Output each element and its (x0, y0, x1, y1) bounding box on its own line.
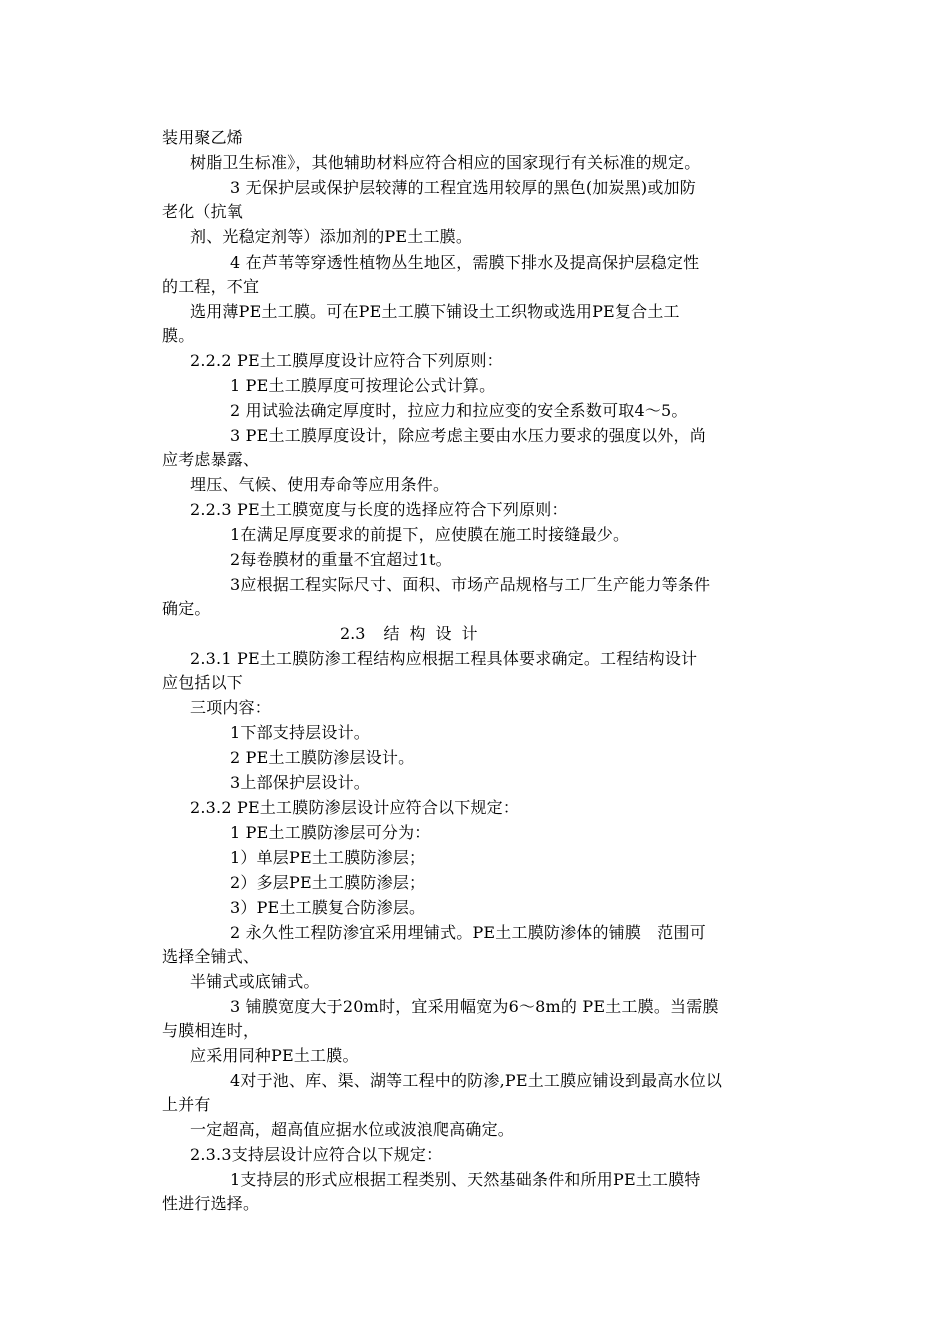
text-line: 1 PE土工膜防渗层可分为： (230, 823, 431, 842)
clause-heading: 2.2.3 PE土工膜宽度与长度的选择应符合下列原则： (190, 500, 568, 519)
text-line: 一定超高，超高值应据水位或波浪爬高确定。 (190, 1120, 515, 1139)
text-line: 4对于池、库、渠、湖等工程中的防渗,PE土工膜应铺设到最高水位以 (230, 1071, 723, 1090)
text-line: 1 PE土工膜厚度可按理论公式计算。 (230, 376, 496, 395)
section-title: 结构设计 (383, 624, 488, 643)
text-line: 确定。 (162, 599, 211, 618)
text-line: 性进行选择。 (162, 1194, 260, 1213)
text-line: 2 PE土工膜防渗层设计。 (230, 748, 415, 767)
clause-heading: 2.3.2 PE土工膜防渗层设计应符合以下规定： (190, 798, 520, 817)
text-line: 2每卷膜材的重量不宜超过1t。 (230, 550, 452, 569)
text-line: 装用聚乙烯 (162, 128, 244, 147)
text-line: 1）单层PE土工膜防渗层； (230, 848, 426, 867)
text-line: 4 在芦苇等穿透性植物丛生地区，需膜下排水及提高保护层稳定性 (230, 253, 700, 272)
text-line: 3应根据工程实际尺寸、面积、市场产品规格与工厂生产能力等条件 (230, 575, 711, 594)
text-line: 选择全铺式、 (162, 947, 260, 966)
text-line: 应考虑暴露、 (162, 450, 260, 469)
text-line: 半铺式或底铺式。 (190, 972, 320, 991)
text-line: 三项内容： (190, 698, 272, 717)
text-line: 应包括以下 (162, 673, 244, 692)
text-line: 2）多层PE土工膜防渗层； (230, 873, 426, 892)
text-line: 老化（抗氧 (162, 202, 244, 221)
text-line: 1在满足厚度要求的前提下，应使膜在施工时接缝最少。 (230, 525, 630, 544)
text-line: 3 铺膜宽度大于20m时，宜采用幅宽为6～8m的 PE土工膜。当需膜 (230, 997, 719, 1016)
text-line: 膜。 (162, 326, 195, 345)
text-line: 3上部保护层设计。 (230, 773, 370, 792)
section-heading (340, 623, 487, 645)
text-line: 应采用同种PE土工膜。 (190, 1046, 359, 1065)
text-line: 选用薄PE土工膜。可在PE土工膜下铺设土工织物或选用PE复合土工 (190, 302, 680, 321)
section-number: 2.3 (340, 624, 366, 643)
text-line: 1支持层的形式应根据工程类别、天然基础条件和所用PE土工膜特 (230, 1170, 701, 1189)
text-line: 2 用试验法确定厚度时，拉应力和拉应变的安全系数可取4～5。 (230, 401, 688, 420)
text-line: 剂、光稳定剂等）添加剂的PE土工膜。 (190, 227, 473, 246)
text-line: 埋压、气候、使用寿命等应用条件。 (190, 475, 450, 494)
clause-heading: 2.3.3支持层设计应符合以下规定： (190, 1145, 443, 1164)
text-line: 3 无保护层或保护层较薄的工程宜选用较厚的黑色(加炭黑)或加防 (230, 178, 696, 197)
text-line: 与膜相连时， (162, 1021, 260, 1040)
text-line: 2 永久性工程防渗宜采用埋铺式。PE土工膜防渗体的铺膜 范围可 (230, 923, 706, 942)
text-line: 3 PE土工膜厚度设计，除应考虑主要由水压力要求的强度以外，尚 (230, 426, 706, 445)
text-line: 3）PE土工膜复合防渗层。 (230, 898, 426, 917)
text-line: 的工程，不宜 (162, 277, 260, 296)
text-line: 树脂卫生标准》，其他辅助材料应符合相应的国家现行有关标准的规定。 (190, 153, 701, 172)
text-line: 1下部支持层设计。 (230, 723, 370, 742)
text-line: 上并有 (162, 1095, 211, 1114)
clause-heading: 2.3.1 PE土工膜防渗工程结构应根据工程具体要求确定。工程结构设计 (190, 649, 698, 668)
clause-heading: 2.2.2 PE土工膜厚度设计应符合下列原则： (190, 351, 503, 370)
